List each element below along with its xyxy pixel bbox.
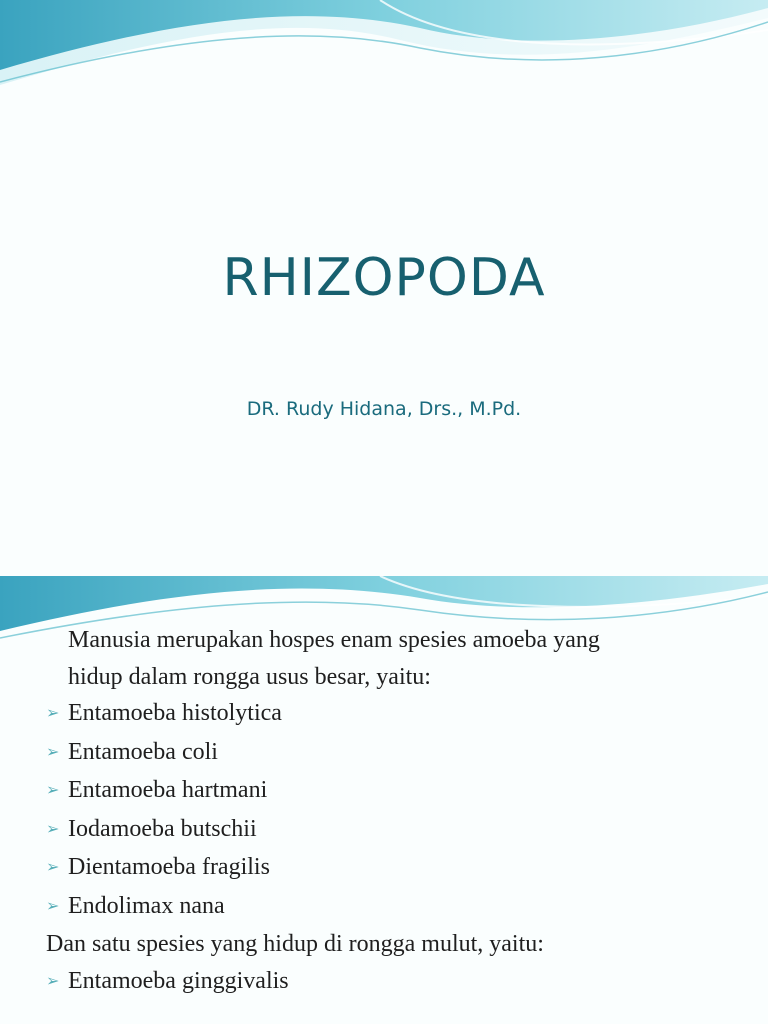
species-label: Iodamoeba butschii — [68, 815, 257, 842]
list-item — [46, 772, 746, 811]
slide-title: RHIZOPODA — [222, 248, 546, 308]
content-slide — [0, 576, 768, 1024]
list-item — [46, 695, 746, 734]
list-item — [46, 811, 746, 850]
intro-text-line-1: Manusia merupakan hospes enam spesies amoeba yang — [68, 627, 600, 653]
arrow-bullet-icon: ➢ — [46, 780, 60, 799]
list-item — [46, 734, 746, 773]
arrow-bullet-icon: ➢ — [46, 818, 60, 838]
arrow-bullet-icon: ➢ — [46, 895, 60, 915]
oral-intro-text: Dan satu spesies yang hidup di rongga mulut, yaitu: — [46, 931, 544, 957]
slide-body — [46, 622, 746, 1001]
species-label: Entamoeba hartmani — [68, 777, 268, 803]
wave-decoration — [0, 0, 768, 120]
list-item — [46, 849, 746, 888]
arrow-bullet-icon: ➢ — [46, 857, 60, 876]
arrow-bullet-icon: ➢ — [46, 970, 60, 990]
intro-text-line-2: hidup dalam rongga usus besar, yaitu: — [68, 663, 431, 690]
species-label: Dientamoeba fragilis — [68, 854, 270, 880]
list-item — [46, 888, 746, 927]
arrow-bullet-icon: ➢ — [46, 741, 60, 761]
slide-subtitle: DR. Rudy Hidana, Drs., M.Pd. — [246, 398, 522, 420]
species-label: Entamoeba coli — [68, 738, 218, 765]
species-label: Endolimax nana — [68, 892, 225, 919]
list-item — [46, 963, 746, 1002]
arrow-bullet-icon: ➢ — [46, 703, 60, 722]
species-label: Entamoeba ginggivalis — [68, 967, 289, 994]
species-label: Entamoeba histolytica — [68, 700, 282, 726]
